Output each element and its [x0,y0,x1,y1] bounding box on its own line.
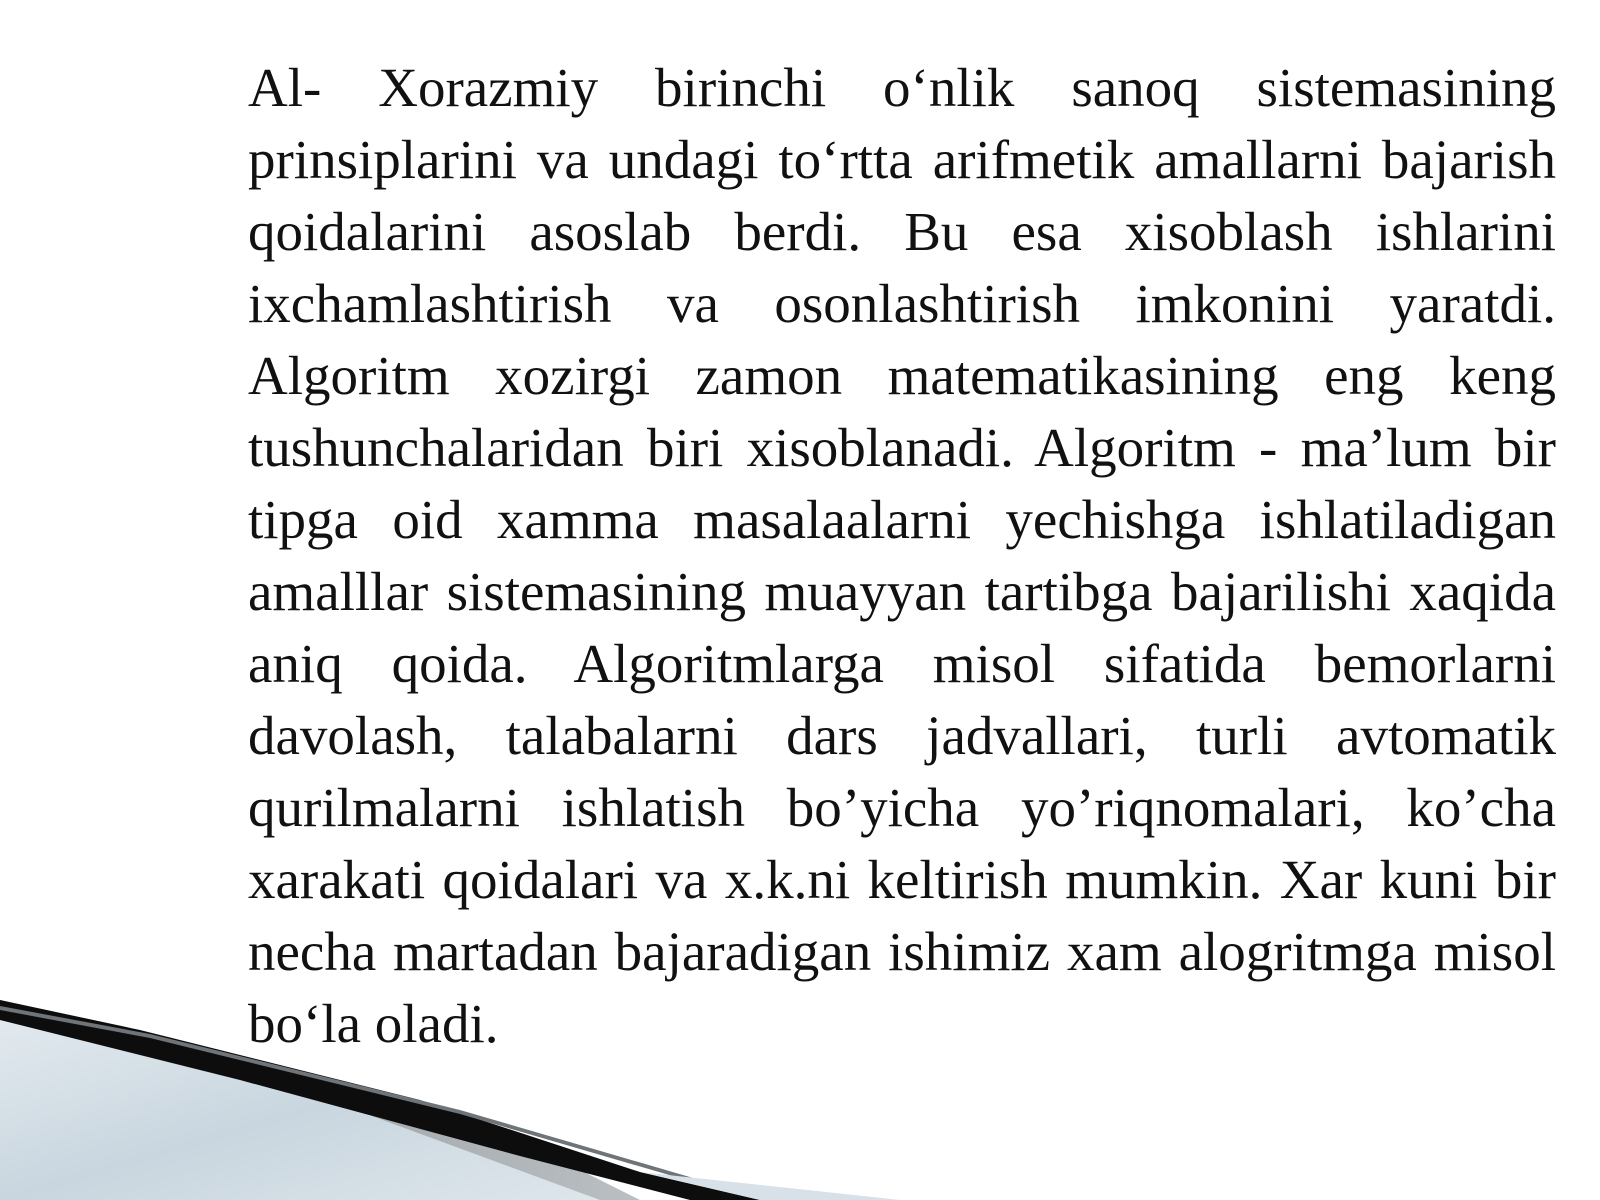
text-line-6: tushunchalaridan biri xisoblanadi. Algoritm - ma’lum bir [248,417,1556,478]
text-line-1: Al- Xorazmiy birinchi o‘nlik sanoq sistemasining [248,57,1556,118]
body-paragraph [88,52,1556,1060]
text-line-13: necha martadan bajaradigan ishimiz xam alogritmga misol [248,921,1556,982]
text-line-8: amalllar sistemasining muayyan tartibga bajarilishi xaqida [248,561,1556,622]
text-line-11: qurilmalarni ishlatish bo’yicha yo’riqnomalari, ko’cha [248,777,1556,838]
text-line-10: davolash, talabalarni dars jadvallari, turli avtomatik [248,705,1556,766]
text-line-3: qoidalarini asoslab berdi. Bu esa xisoblash ishlarini [248,201,1556,262]
text-line-4: ixchamlashtirish va osonlashtirish imkonini yaratdi. [248,273,1556,334]
text-line-5: Algoritm xozirgi zamon matematikasining eng keng [248,345,1556,406]
text-line-14: bo‘la oladi. [248,993,499,1054]
text-line-2: prinsiplarini va undagi to‘rtta arifmetik amallarni bajarish [248,129,1556,190]
text-line-12: xarakati qoidalari va x.k.ni keltirish mumkin. Xar kuni bir [248,849,1556,910]
text-line-9: aniq qoida. Algoritmlarga misol sifatida bemorlarni [248,633,1556,694]
text-line-7: tipga oid xamma masalaalarni yechishga ishlatiladigan [248,489,1556,550]
